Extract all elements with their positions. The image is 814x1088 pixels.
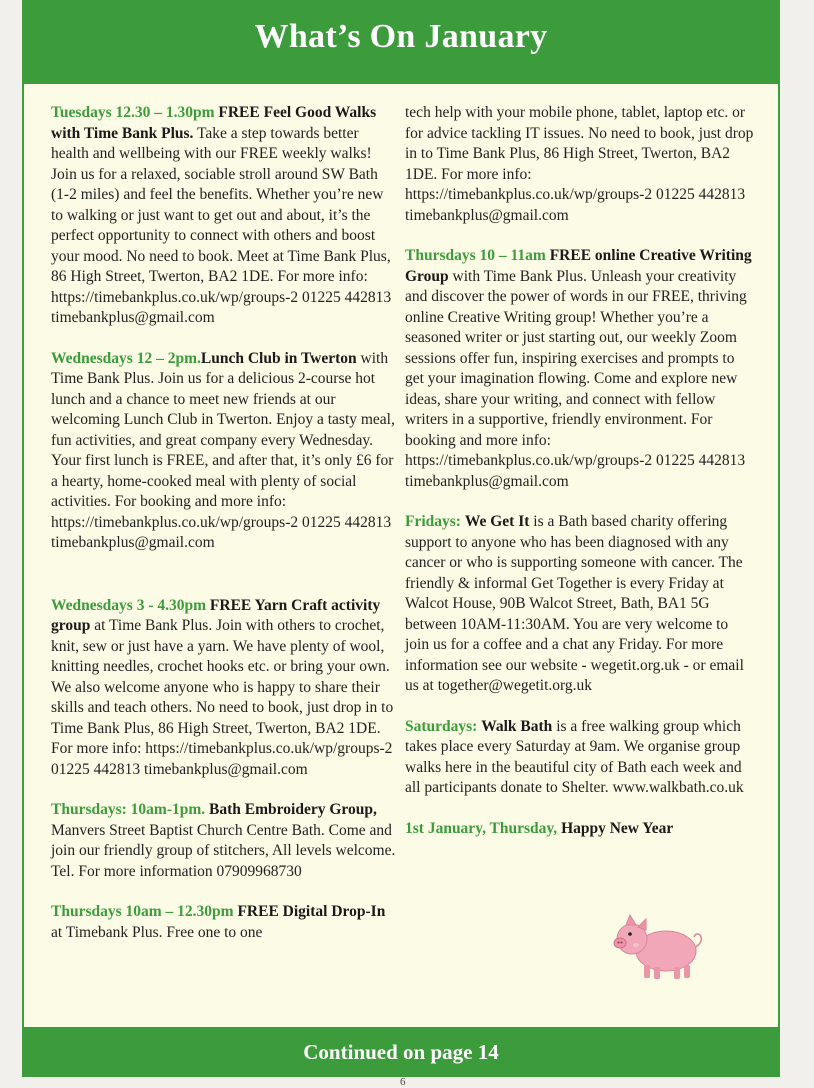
- event-body: Manvers Street Baptist Church Centre Bath. Come and join our friendly group of stitchers, All levels welcome. Tel. For more information 07909968730: [51, 821, 396, 880]
- event-title: FREE Yarn Craft activity group: [51, 596, 381, 634]
- event-body: is a Bath based charity offering support to anyone who has been diagnosed with any cancer or who is supporting someone with cancer. The friendly & informal Get Together is every Friday at Walcot House, 90B Walcot Street, Bath, BA1 5G between 10AM-11:30AM. You are very welcome to join us for a coffee and a chat any Friday. For more information see our website - wegetit.org.uk - or email us at together@wegetit.org.uk: [405, 513, 744, 694]
- event-title: Bath Embroidery Group,: [209, 801, 377, 818]
- event-digital-continued: [405, 103, 755, 226]
- event-title: We Get It: [464, 513, 530, 530]
- event-body: tech help with your mobile phone, tablet, laptop etc. or for advice tackling IT issues. No need to book, just drop in to Time Bank Plus, 86 High Street, Twerton, BA2 1DE. For more info: https://timebankplus.co.uk/wp/groups-2 01225 442813 timebankplus@gmail.com: [405, 104, 754, 224]
- event-body: Take a step towards better health and wellbeing with our FREE weekly walks! Join us for a relaxed, sociable stroll around SW Bath (1-2 miles) and feel the benefits. Whether you’re new to walking or just want to get out and about, it’s the perfect opportunity to connect with others and boost your mood. No need to book. Meet at Time Bank Plus, 86 High Street, Twerton, BA2 1DE. For more info: https://timebankplus.co.uk/wp/groups-2 01225 442813 timebankplus@gmail.com: [51, 124, 392, 326]
- left-column: [51, 103, 397, 963]
- event-walkbath: [405, 717, 755, 799]
- spacer: [51, 574, 397, 596]
- event-day: Wednesdays 12 – 2pm.: [51, 349, 201, 367]
- pig-icon: [608, 905, 708, 985]
- header-banner: [22, 0, 780, 84]
- event-newyear: [405, 819, 755, 840]
- event-day: Thursdays 10 – 11am: [405, 247, 546, 264]
- event-title: Lunch Club in Twerton: [200, 349, 357, 367]
- event-day: Thursdays: 10am-1pm.: [51, 801, 206, 818]
- event-yarn: [51, 596, 397, 781]
- event-day: Saturdays:: [405, 717, 478, 735]
- event-title: FREE Digital Drop-In: [237, 903, 386, 920]
- event-day: Tuesdays 12.30 – 1.30pm: [51, 104, 215, 121]
- event-body: at Timebank Plus. Free one to one: [51, 923, 263, 941]
- continued-note: Continued on page 14: [303, 1040, 499, 1064]
- event-title: Happy New Year: [561, 819, 674, 837]
- event-title: Walk Bath: [481, 717, 553, 735]
- page-title: What’s On January: [254, 18, 548, 55]
- event-body: with Time Bank Plus. Join us for a delicious 2-course hot lunch and a chance to meet new friends at our welcoming Lunch Club in Twerton. Enjoy a tasty meal, fun activities, and great company every Wednesday. Your first lunch is FREE, and after that, it’s only £6 for a hearty, home-cooked meal with plenty of social activities. For booking and more info: https://timebankplus.co.uk/wp/groups-2 01225 442813 timebankplus@gmail.com: [51, 349, 395, 551]
- event-walks: [51, 103, 397, 329]
- event-lunch: [51, 349, 397, 554]
- event-digital: [51, 902, 397, 943]
- event-day: Fridays:: [405, 513, 461, 530]
- page-number: 6: [400, 1076, 406, 1088]
- event-embroidery: [51, 800, 397, 882]
- event-day: Wednesdays 3 - 4.30pm: [51, 596, 207, 614]
- event-day: Thursdays 10am – 12.30pm: [51, 903, 234, 920]
- event-day: 1st January, Thursday,: [405, 819, 558, 837]
- footer-banner: [22, 1027, 780, 1077]
- event-wegetit: [405, 512, 755, 697]
- event-body: at Time Bank Plus. Join with others to crochet, knit, sew or just have a yarn. We have plenty of wool, knitting needles, crochet hooks etc. or bring your own. We also welcome anyone who is happy to share their skills and teach others. No need to book, just drop in to Time Bank Plus, 86 High Street, Twerton, BA2 1DE. For more info: https://timebankplus.co.uk/wp/groups-2 01225 442813 timebankplus@gmail.com: [51, 617, 394, 778]
- event-body: is a free walking group which takes place every Saturday at 9am. We organise group walks here in the beautiful city of Bath each week and all participants donate to Shelter. www.walkbath.co.uk: [405, 717, 744, 796]
- event-writing: [405, 246, 755, 492]
- event-title: FREE online Creative Writing Group: [405, 247, 752, 285]
- event-title: FREE Feel Good Walks with Time Bank Plus.: [51, 104, 377, 142]
- event-body: with Time Bank Plus. Unleash your creativity and discover the power of words in our FREE, thriving online Creative Writing group! Whether you’re a seasoned writer or just starting out, our weekly Zoom sessions offer fun, inspiring exercises and prompts to get your imagination flowing. Come and explore new ideas, share your writing, and connect with fellow writers in a supportive, friendly environment. For booking and more info: https://timebankplus.co.uk/wp/groups-2 01225 442813 timebankplus@gmail.com: [405, 267, 747, 490]
- right-column: [405, 103, 755, 859]
